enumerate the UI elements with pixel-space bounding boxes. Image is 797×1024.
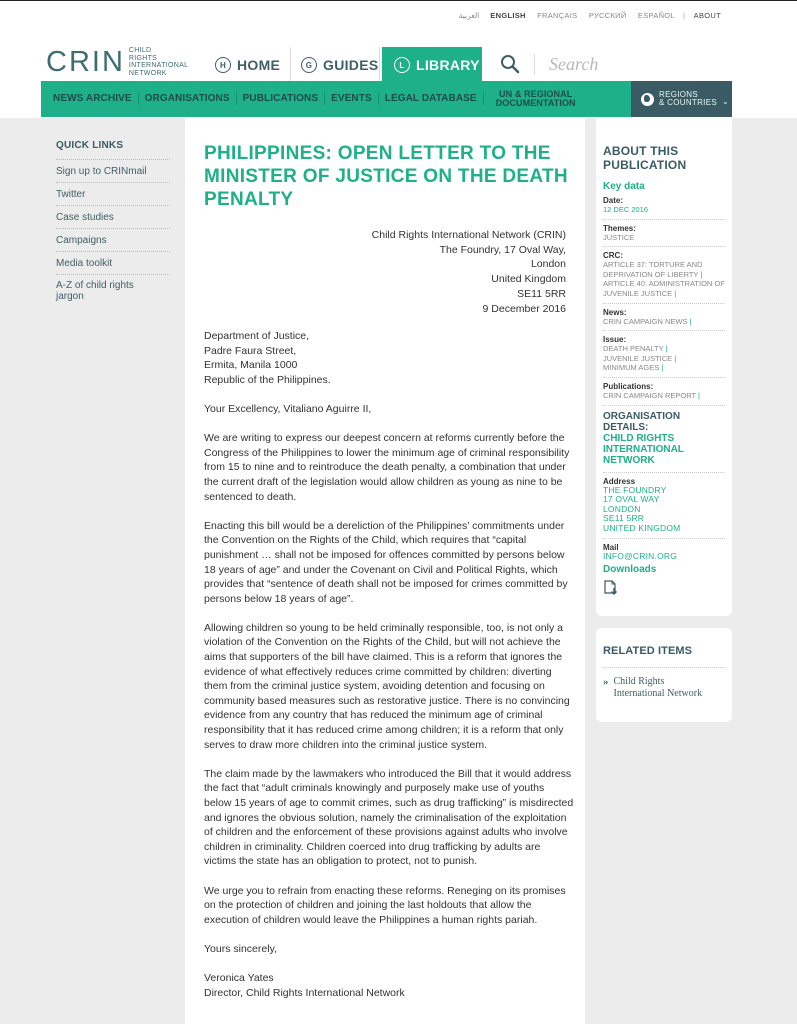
globe-icon <box>641 93 654 106</box>
quick-link-campaigns[interactable]: Campaigns <box>56 228 170 251</box>
themes-section <box>603 224 725 248</box>
language-switcher <box>450 11 721 20</box>
crc-section <box>603 251 725 303</box>
about-link[interactable]: ABOUT <box>693 11 721 20</box>
nav-guides[interactable] <box>290 47 380 83</box>
subnav-events[interactable]: EVENTS <box>325 93 379 105</box>
sender-line: Child Rights International Network (CRIN) <box>371 229 566 241</box>
home-badge-icon: H <box>215 57 231 73</box>
crc-label: CRC: <box>603 251 623 261</box>
paragraph: The claim made by the lawmakers who introduced the Bill that it would address the fact that “adult criminals knowingly and purposely make use of youths below 15 years of age to commit crimes, such as drug trafficking” is misdirected and ignores the obvious solution, namely the criminalisation of the exploitation of children and the enforcement of these provisions against adults who involve children in criminality. Children coerced into drug trafficking by adults are victims the state has an obligation to protect, not to punish. <box>204 767 574 868</box>
logo-line: INTERNATIONAL <box>128 62 189 69</box>
subnav-organisations[interactable]: ORGANISATIONS <box>139 93 237 105</box>
news-section <box>603 308 725 332</box>
lang-russian[interactable]: РУССКИЙ <box>588 11 627 20</box>
quick-link-twitter[interactable]: Twitter <box>56 182 170 205</box>
regions-countries-dropdown[interactable] <box>631 81 732 117</box>
org-name-line: INTERNATIONAL <box>603 443 684 455</box>
quick-links-title: QUICK LINKS <box>56 140 124 151</box>
themes-value[interactable]: JUSTICE <box>603 232 635 242</box>
themes-label: Themes: <box>603 223 636 233</box>
paragraph: We urge you to refrain from enacting these reforms. Reneging on its promises on the protection of children and joining the last holdouts that allow the execution of children would leave the Philippines a human rights pariah. <box>204 884 566 926</box>
nav-library-label: LIBRARY <box>416 57 480 73</box>
sender-line: SE11 5RR <box>517 287 566 300</box>
subnav-un-line: DOCUMENTATION <box>495 98 576 108</box>
subnav-news-archive[interactable]: NEWS ARCHIVE <box>47 93 139 105</box>
publications-label: Publications: <box>603 381 654 391</box>
logo-line: RIGHTS <box>128 54 158 62</box>
issue-value: JUVENILE JUSTICE <box>603 353 673 363</box>
crc-value: ARTICLE 40: ADMINISTRATION OF JUVENILE JUSTICE <box>603 279 725 298</box>
related-item-line: International Network <box>613 688 703 699</box>
lang-arabic[interactable]: العربية <box>458 11 480 20</box>
quick-link-media-toolkit[interactable]: Media toolkit <box>56 251 170 274</box>
about-title <box>603 144 725 172</box>
related-items-title: RELATED ITEMS <box>603 645 725 668</box>
library-badge-icon: L <box>394 57 410 73</box>
separator: | <box>665 344 668 354</box>
issue-label: Issue: <box>603 335 627 345</box>
issue-value: DEATH PENALTY <box>603 344 664 354</box>
news-link[interactable] <box>603 317 725 327</box>
double-arrow-icon: » <box>603 676 609 688</box>
organisation-details-heading: ORGANISATION DETAILS: <box>603 410 681 433</box>
mail-label: Mail <box>603 542 619 552</box>
signature-title: Director, Child Rights International Network <box>204 986 405 999</box>
lang-separator: | <box>683 11 686 20</box>
signature <box>204 971 574 1000</box>
recipient-line: Ermita, Manila 1000 <box>204 359 298 372</box>
recipient-line: Republic of the Philippines. <box>204 373 331 386</box>
subnav-un-line: UN & REGIONAL <box>499 88 573 99</box>
downloads-heading: Downloads <box>603 564 657 576</box>
separator: | <box>700 269 703 279</box>
separator: | <box>674 353 677 363</box>
address-line: UNITED KINGDOM <box>603 522 681 533</box>
page-title: PHILIPPINES: OPEN LETTER TO THE MINISTER OF JUSTICE ON THE DEATH PENALTY <box>204 143 568 210</box>
regions-line: REGIONS <box>659 89 698 99</box>
publications-section <box>603 382 725 406</box>
organisation-name[interactable] <box>603 433 725 473</box>
recipient-address <box>204 329 574 387</box>
sender-line: The Foundry, 17 Oval Way, <box>439 243 566 256</box>
nav-guides-label: GUIDES <box>323 57 379 73</box>
subnav-publications[interactable]: PUBLICATIONS <box>237 93 325 105</box>
address-line: 17 OVAL WAY <box>603 494 660 505</box>
recipient-line: Department of Justice, <box>204 330 310 342</box>
crc-link[interactable] <box>603 260 725 279</box>
separator: | <box>698 390 700 400</box>
sender-line: London <box>530 258 566 271</box>
paragraph: Allowing children so young to be held criminally responsible, too, is not only a violation of the Convention on the Rights of the Child, but will not achieve the aims that supporters of the bill have claimed. This is a reform that ignores the evidence of what effectively reduces crime committed by children: diverting them from the criminal justice system, avoiding detention and focusing on community based measures such as restorative justice. There is no convincing evidence from any country that has reduced the minimum age of criminal responsibility that it has reduced crime among children; it is a reform that only serves to draw more children into the criminal justice system. <box>204 621 570 751</box>
related-item-label <box>614 676 703 700</box>
jargon-line: jargon <box>56 291 84 302</box>
date-label: Date: <box>603 196 624 205</box>
logo-subtitle <box>129 47 191 77</box>
sender-line: United Kingdom <box>491 273 566 286</box>
jargon-line: A-Z of child rights <box>56 280 134 291</box>
nav-home[interactable] <box>206 47 288 83</box>
about-title-line: ABOUT THIS <box>603 144 679 158</box>
logo-word: CRIN <box>46 46 125 78</box>
address-line: LONDON <box>603 503 641 514</box>
paragraph: We are writing to express our deepest concern at reforms currently before the Congress of the Philippines to lower the minimum age of criminal responsibility from 15 to nine and to reintroduce the death penalty, a combination that under the current draft of the legislation would allow children as young as nine to be sentenced to death. <box>204 432 570 503</box>
quick-link-crinmail[interactable]: Sign up to CRINmail <box>56 159 170 182</box>
logo-line: CHILD <box>128 47 152 54</box>
salutation: Your Excellency, Vitaliano Aguirre II, <box>204 402 372 415</box>
recipient-line: Padre Faura Street, <box>204 344 297 357</box>
crc-link[interactable] <box>603 279 725 298</box>
search-input[interactable]: Search <box>534 54 598 75</box>
subnav-legal-database[interactable]: LEGAL DATABASE <box>379 93 484 105</box>
address-line: SE11 5RR <box>603 513 645 524</box>
news-value: CRIN CAMPAIGN NEWS <box>603 316 688 326</box>
mail-section <box>603 543 725 562</box>
address-section <box>603 477 725 539</box>
lang-spanish[interactable]: ESPAÑOL <box>637 11 675 20</box>
separator: | <box>689 316 692 326</box>
chevron-down-icon: ⌄ <box>721 96 729 106</box>
regions-line: & COUNTRIES <box>659 98 717 107</box>
nav-library[interactable] <box>382 47 482 83</box>
related-items-panel <box>596 628 732 722</box>
logo-line: NETWORK <box>128 69 167 77</box>
library-subnav <box>41 81 632 117</box>
about-title-line: PUBLICATION <box>603 158 687 172</box>
separator: | <box>661 363 664 373</box>
related-item-line: Child Rights <box>613 676 665 687</box>
download-file-icon[interactable] <box>603 580 725 601</box>
quick-link-case-studies[interactable]: Case studies <box>56 205 170 228</box>
news-label: News: <box>603 307 627 317</box>
issue-link[interactable] <box>603 363 725 373</box>
letter-body <box>204 329 574 1015</box>
nav-home-label: HOME <box>237 57 281 73</box>
issue-value: MINIMUM AGES <box>603 363 660 373</box>
guides-badge-icon: G <box>301 57 317 73</box>
letter-date: 9 December 2016 <box>482 302 566 315</box>
signature-name: Veronica Yates <box>204 972 274 985</box>
crc-value: ARTICLE 37: TORTURE AND DEPRIVATION OF LIBERTY <box>603 260 703 279</box>
lang-french[interactable]: FRANÇAIS <box>537 11 578 20</box>
sender-address <box>340 228 566 316</box>
related-item[interactable] <box>603 676 725 700</box>
about-publication-panel <box>596 118 732 616</box>
publications-link[interactable] <box>603 391 725 401</box>
quick-link-jargon[interactable] <box>56 274 170 307</box>
regions-label <box>659 91 717 108</box>
mail-link[interactable]: INFO@CRIN.ORG <box>603 550 678 561</box>
separator: | <box>674 288 677 298</box>
issue-link[interactable] <box>603 354 725 364</box>
org-name-line: NETWORK <box>603 454 655 466</box>
address-label: Address <box>603 476 636 486</box>
quick-links <box>47 140 170 307</box>
address-line: THE FOUNDRY <box>603 484 667 495</box>
date-value: 12 DEC 2016 <box>603 205 649 214</box>
subnav-un-regional[interactable] <box>484 90 588 109</box>
crin-logo[interactable] <box>46 47 191 77</box>
key-data-heading: Key data <box>603 181 645 192</box>
publications-value: CRIN CAMPAIGN REPORT <box>603 390 696 400</box>
org-name-line: CHILD RIGHTS <box>603 432 675 444</box>
paragraph: Enacting this bill would be a dereliction of the Philippines’ commitments under the Convention on the Rights of the Child, which requires that “capital punishment … shall not be imposed for offences committed by persons below 18 years of age” and under the Covenant on Civil and Political Rights, which provides that “sentence of death shall not be imposed for crimes committed by persons below 18 years of age”. <box>204 519 568 605</box>
search-icon[interactable] <box>500 54 520 74</box>
search-box[interactable] <box>500 47 598 81</box>
issue-link[interactable] <box>603 344 725 354</box>
issue-section <box>603 335 725 378</box>
date-section <box>603 196 725 220</box>
closing: Yours sincerely, <box>204 942 277 955</box>
lang-english[interactable]: ENGLISH <box>490 11 526 20</box>
